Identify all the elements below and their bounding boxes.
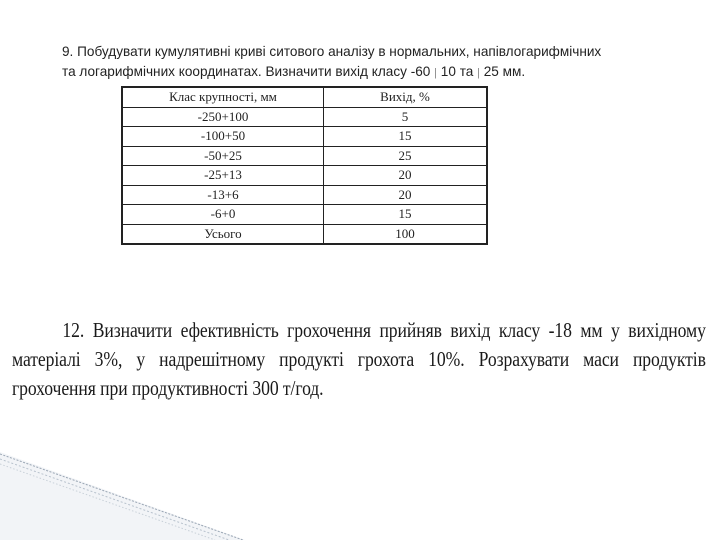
total-label-cell: Усього: [122, 224, 324, 244]
table-total-row: [122, 224, 487, 244]
problem-9-line-1: 9. Побудувати кумулятивні криві ситового аналізу в нормальних, напівлогарифмічних: [62, 44, 602, 59]
total-value-cell: 100: [324, 224, 488, 244]
problem-12-text: 12. Визначити ефективність грохочення прийняв вихід класу -18 мм у вихідному матеріалі 3%, у надрешітному продукті грохота 10%. Розрахувати маси продуктів грохочення при продуктивності 300 т/год.: [12, 318, 706, 400]
table-row: [122, 146, 487, 166]
yield-cell: 25: [324, 146, 488, 166]
header-size-class: Клас крупності, мм: [122, 87, 324, 107]
problem-9-statement: [62, 42, 720, 83]
problem-9-line-2-end: 25 мм.: [483, 64, 526, 79]
table-row: [122, 107, 487, 127]
table-row: [122, 127, 487, 147]
table-row: [122, 205, 487, 225]
size-class-cell: -25+13: [122, 166, 324, 186]
size-class-cell: -50+25: [122, 146, 324, 166]
corner-decoration: [0, 452, 720, 540]
table-row: [122, 166, 487, 186]
size-class-cell: -13+6: [122, 185, 324, 205]
table-header-row: [122, 87, 487, 107]
table-row: [122, 185, 487, 205]
yield-cell: 15: [324, 205, 488, 225]
size-class-cell: -6+0: [122, 205, 324, 225]
yield-cell: 20: [324, 185, 488, 205]
size-class-cell: -250+100: [122, 107, 324, 127]
sieve-analysis-table: [121, 86, 488, 245]
problem-9-line-2-mid: 10 та: [440, 64, 474, 79]
size-class-cell: -100+50: [122, 127, 324, 147]
corner-shade: [0, 452, 245, 540]
yield-cell: 20: [324, 166, 488, 186]
problem-9-line-2-start: та логарифмічних координатах. Визначити вихід класу -60: [62, 64, 431, 79]
problem-9-line-2: [62, 62, 720, 83]
separator-mark: |: [434, 67, 438, 79]
header-yield: Вихід, %: [324, 87, 488, 107]
separator-mark: |: [477, 67, 480, 79]
yield-cell: 5: [324, 107, 488, 127]
problem-12-statement: [12, 316, 706, 403]
yield-cell: 15: [324, 127, 488, 147]
